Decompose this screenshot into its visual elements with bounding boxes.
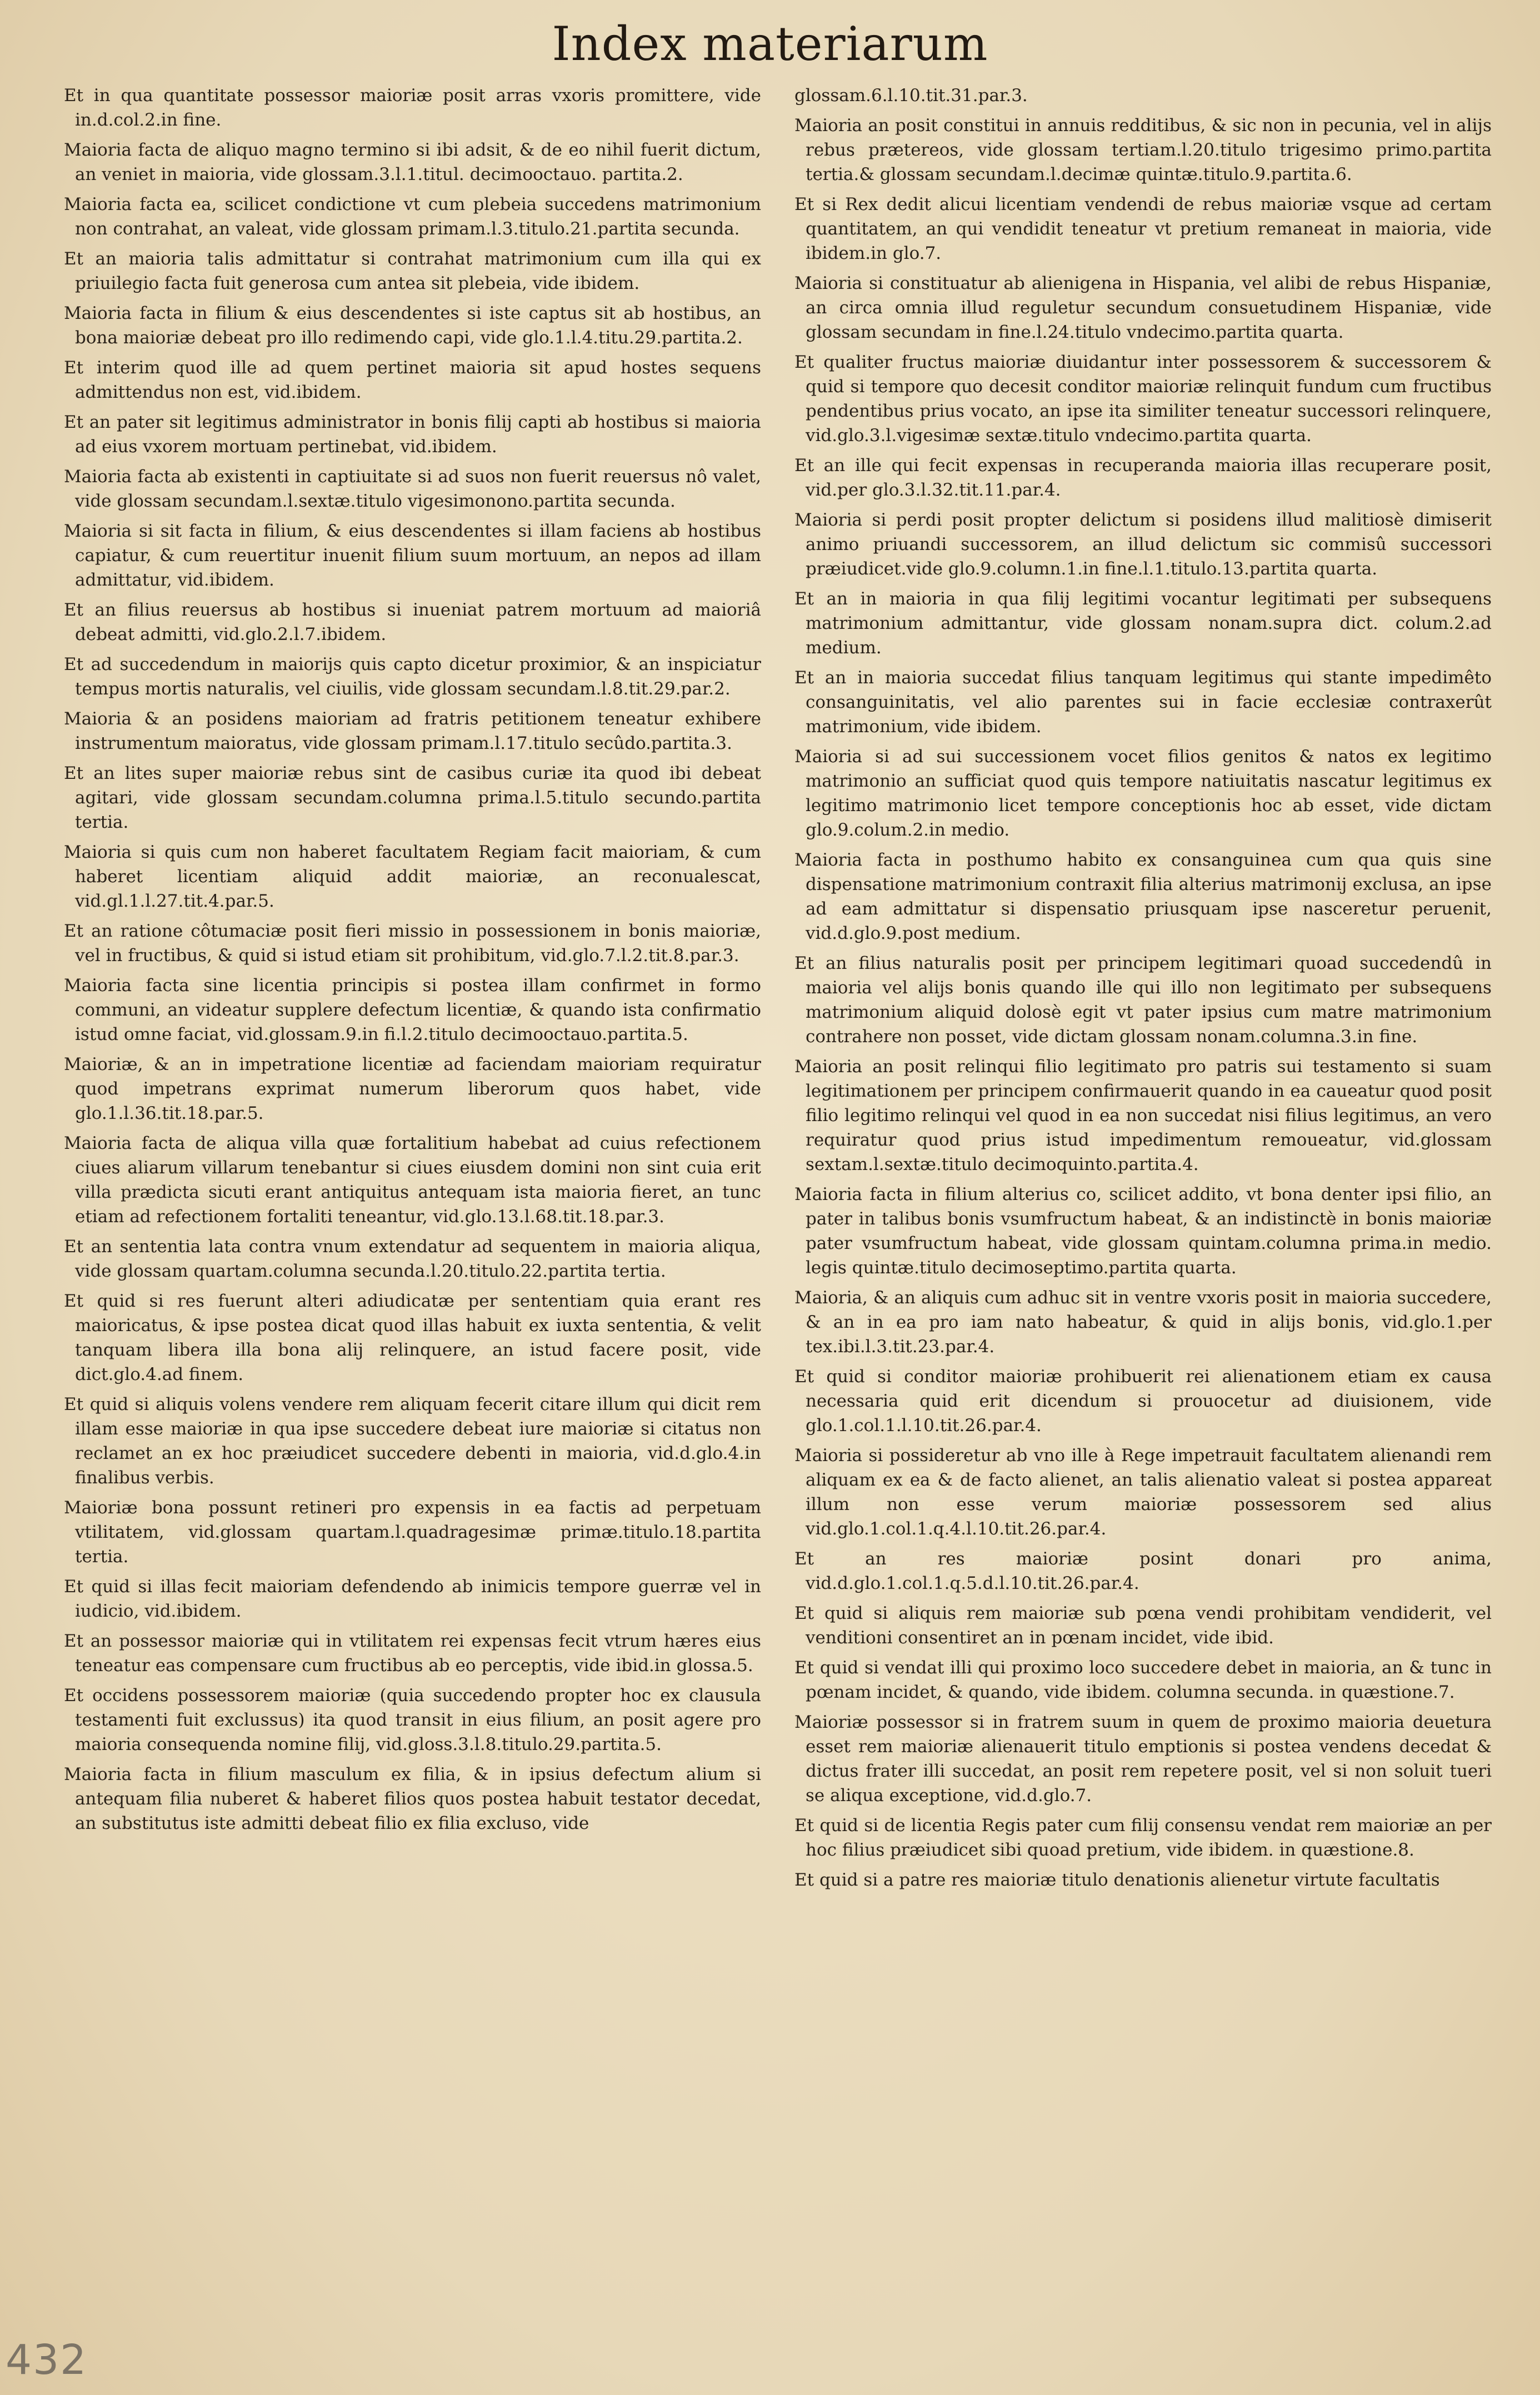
index-entry: Et qualiter fructus maioriæ diuidantur inter possessorem & successorem & quid si tempore quo decesit conditor maioriæ relinquit fundum cum fructibus pendentibus prius vocato, an ipse ita similiter teneatur successori relinquere, vid.glo.3.l.vigesimæ sextæ.titulo vndecimo.partita quarta. [794,352,1492,446]
index-entry: Maioria facta de aliquo magno termino si ibi adsit, & de eo nihil fuerit dictum, an veniet in maioria, vide glossam.3.l.1.titul. decimooctauo. partita.2. [64,140,761,184]
index-entry: Et quid si conditor maioriæ prohibuerit rei alienationem etiam ex causa necessaria quid erit dicendum si prouocetur ad diuisionem, vide glo.1.col.1.l.10.tit.26.par.4. [794,1367,1492,1436]
index-entry: Maioria an posit relinqui filio legitimato pro patris sui testamento si suam legitimationem per principem confirmauerit quando in ea caueatur quod posit filio legitimo relinqui vel quod in ea non succedat nisi filius legitimus, an vero requiratur quod prius istud impedimentum remoueatur, vid.glossam sextam.l.sextæ.titulo decimoquinto.partita.4. [794,1057,1492,1174]
index-entry: Et quid si aliquis rem maioriæ sub pœna vendi prohibitam vendiderit, vel venditioni consentiret an in pœnam incidet, vide ibid. [794,1603,1492,1648]
index-entry: Maioria facta de aliqua villa quæ fortalitium habebat ad cuius refectionem ciues aliarum villarum tenebantur si ciues eiusdem domini non sint cuia erit villa prædicta sicuti erant antiquitus antequam ista maioria fieret, an tunc etiam ad refectionem fortaliti teneantur, vid.glo.13.l.68.tit.18.par.3. [64,1133,761,1227]
index-entry: Maioria facta in posthumo habito ex consanguinea cum qua quis sine dispensatione matrimonium contraxit filia alterius matrimonij exclusa, an ipse ad eam admittatur si dispensatio priusquam ipse nasceretur peruenit, vid.d.glo.9.post medium. [794,850,1492,943]
index-entry: Et an possessor maioriæ qui in vtilitatem rei expensas fecit vtrum hæres eius teneatur eas compensare cum fructibus ab eo perceptis, vide ibid.in glossa.5. [64,1631,761,1676]
index-entry: Maioria an posit constitui in annuis redditibus, & sic non in pecunia, vel in alijs rebus prætereos, vide glossam tertiam.l.20.titulo trigesimo primo.partita tertia.& glossam secundam.l.decimæ quintæ.titulo.9.partita.6. [794,116,1492,184]
index-entry: Maioria & an posidens maioriam ad fratris petitionem teneatur exhibere instrumentum maioratus, vide glossam primam.l.17.titulo secûdo.partita.3. [64,709,761,753]
index-entry: glossam.6.l.10.tit.31.par.3. [794,86,1028,106]
index-entry: Maioria si possideretur ab vno ille à Rege impetrauit facultatem alienandi rem aliquam ex ea & de facto alienet, an talis alienatio valeat si postea appareat illum non esse verum maioriæ possessorem sed alius vid.glo.1.col.1.q.4.l.10.tit.26.par.4. [794,1446,1492,1539]
index-entry: Et quid si a patre res maioriæ titulo denationis alienetur virtute facultatis [794,1870,1440,1890]
page-title: Index materiarum [552,17,988,71]
index-entry: Maioria facta in filium alterius co, scilicet addito, vt bona denter ipsi filio, an pater in talibus bonis vsumfructum habeat, & an indistinctè in bonis maioriæ pater vsumfructum habeat, vide glossam quintam.columna prima.in medio. legis quintæ.titulo decimoseptimo.partita quarta. [794,1184,1492,1278]
index-entry: Et in qua quantitate possessor maioriæ posit arras vxoris promittere, vide in.d.col.2.in fine. [64,86,761,130]
index-entry: Et ad succedendum in maiorijs quis capto dicetur proximior, & an inspiciatur tempus mortis naturalis, vel ciuilis, vide glossam secundam.l.8.tit.29.par.2. [64,654,761,699]
index-entry: Maioriæ, & an in impetratione licentiæ ad faciendam maioriam requiratur quod impetrans exprimat numerum liberorum quos habet, vide glo.1.l.36.tit.18.par.5. [64,1054,761,1123]
index-entry: Et quid si vendat illi qui proximo loco succedere debet in maioria, an & tunc in pœnam incidet, & quando, vide ibidem. columna secunda. in quæstione.7. [794,1658,1492,1702]
index-entry: Maioriæ possessor si in fratrem suum in quem de proximo maioria deuetura esset rem maioriæ alienauerit titulo emptionis si postea vendens decedat & dictus frater illi succedat, an posit rem repetere posit, vel si non soluit tueri se aliqua exceptione, vid.d.glo.7. [794,1712,1492,1806]
index-entry: Maioria si sit facta in filium, & eius descendentes si illam faciens ab hostibus capiatur, & cum reuertitur inuenit filium suum mortuum, an nepos ad illam admittatur, vid.ibidem. [64,521,761,590]
index-entry: Maioria si constituatur ab alienigena in Hispania, vel alibi de rebus Hispaniæ, an circa omnia illud reguletur secundum consuetudinem Hispaniæ, vide glossam secundam in fine.l.24.titulo vndecimo.partita quarta. [794,273,1492,342]
index-entry: Maioria si ad sui successionem vocet filios genitos & natos ex legitimo matrimonio an sufficiat quod quis tempore natiuitatis nascatur legitimus ex legitimo matrimonio licet tempore conceptionis hoc ab esset, vide dictam glo.9.colum.2.in medio. [794,747,1492,840]
index-entry: Et an pater sit legitimus administrator in bonis filij capti ab hostibus si maioria ad eius vxorem mortuam pertinebat, vid.ibidem. [64,412,761,457]
index-entry: Et an filius reuersus ab hostibus si inueniat patrem mortuum ad maioriâ debeat admitti, vid.glo.2.l.7.ibidem. [64,600,761,644]
index-entry: Et an in maioria succedat filius tanquam legitimus qui stante impedimêto consanguinitatis, vel alio parentes sui in facie ecclesiæ contraxerût matrimonium, vide ibidem. [794,668,1492,737]
index-entry: Maioria facta in filium masculum ex filia, & in ipsius defectum alium si antequam filia nuberet & haberet filios quos postea habuit testator decedat, an substitutus iste admitti debeat filio ex filia excluso, vide [64,1764,761,1833]
index-entry: Maioria, & an aliquis cum adhuc sit in ventre vxoris posit in maioria succedere, & an in ea pro iam nato habeatur, & quid in alijs bonis, vid.glo.1.per tex.ibi.l.3.tit.23.par.4. [794,1288,1492,1357]
index-entry: Et an filius naturalis posit per principem legitimari quoad succedendû in maioria vel alijs bonis quando ille qui illo non legitimato per subsequens matrimonium aliquid dolosè egit vt pater ipsius cum matre matrimonium contrahere non posset, vide dictam glossam nonam.columna.3.in fine. [794,953,1492,1047]
index-entry: Et occidens possessorem maioriæ (quia succedendo propter hoc ex clausula testamenti fuit exclussus) ita quod transit in eius filium, an posit agere pro maioria consequenda nomine filij, vid.gloss.3.l.8.titulo.29.partita.5. [64,1686,761,1754]
index-entry: Et si Rex dedit alicui licentiam vendendi de rebus maioriæ vsque ad certam quantitatem, an qui vendidit teneatur vt pretium remaneat in maioria, vide ibidem.in glo.7. [794,194,1492,263]
index-entry: Maioria si perdi posit propter delictum si posidens illud malitiosè dimiserit animo priuandi successorem, an illud delictum sic commisû successori præiudicet.vide glo.9.column.1.in fine.l.1.titulo.13.partita quarta. [794,510,1492,579]
index-entry: Maioria facta sine licentia principis si postea illam confirmet in formo communi, an videatur supplere defectum licentiæ, & quando ista confirmatio istud omne faciat, vid.glossam.9.in fi.l.2.titulo decimooctauo.partita.5. [64,976,761,1044]
index-entry: Et interim quod ille ad quem pertinet maioria sit apud hostes sequens admittendus non est, vid.ibidem. [64,358,761,402]
index-entry: Maioria facta ab existenti in captiuitate si ad suos non fuerit reuersus nô valet, vide glossam secundam.l.sextæ.titulo vigesimonono.partita secunda. [64,467,761,511]
index-entry: Et quid si res fuerunt alteri adiudicatæ per sententiam quia erant res maioricatus, & ipse postea dicat quod illas habuit ex iuxta sententia, & velit tanquam libera illa bona alij relinquere, an istud facere posit, vide dict.glo.4.ad finem. [64,1291,761,1384]
index-entry: Et quid si illas fecit maioriam defendendo ab inimicis tempore guerræ vel in iudicio, vid.ibidem. [64,1577,761,1621]
index-entry: Et an maioria talis admittatur si contrahat matrimonium cum illa qui ex priuilegio facta fuit generosa cum antea sit plebeia, vide ibidem. [64,249,761,293]
index-entry: Et an in maioria in qua filij legitimi vocantur legitimati per subsequens matrimonium admittantur, vide glossam nonam.supra dict. colum.2.ad medium. [794,589,1492,658]
left-column [64,83,761,2306]
index-entry: Et an lites super maioriæ rebus sint de casibus curiæ ita quod ibi debeat agitari, vide glossam secundam.columna prima.l.5.titulo secundo.partita tertia. [64,763,761,832]
index-entry: Maioria facta ea, scilicet condictione vt cum plebeia succedens matrimonium non contrahat, an valeat, vide glossam primam.l.3.titulo.21.partita secunda. [64,194,761,239]
index-entry: Et an ratione côtumaciæ posit fieri missio in possessionem in bonis maioriæ, vel in fructibus, & quid si istud etiam sit prohibitum, vid.glo.7.l.2.tit.8.par.3. [64,921,761,966]
folio-number: 432 [6,2336,88,2384]
index-entry: Et quid si aliquis volens vendere rem aliquam fecerit citare illum qui dicit rem illam esse maioriæ in qua ipse succedere debeat iure maioriæ si citatus non reclamet an ex hoc præiudicet succedere debenti in maioria, vid.d.glo.4.in finalibus verbis. [64,1394,761,1488]
index-entry: Et quid si de licentia Regis pater cum filij consensu vendat rem maioriæ an per hoc filius præiudicet sibi quoad pretium, vide ibidem. in quæstione.8. [794,1816,1492,1860]
index-entry: Maioria facta in filium & eius descendentes si iste captus sit ab hostibus, an bona maioriæ debeat pro illo redimendo capi, vide glo.1.l.4.titu.29.partita.2. [64,303,761,348]
index-entry: Et an res maioriæ posint donari pro anima, vid.d.glo.1.col.1.q.5.d.l.10.tit.26.par.4. [794,1549,1492,1593]
index-entry: Et an sententia lata contra vnum extendatur ad sequentem in maioria aliqua, vide glossam quartam.columna secunda.l.20.titulo.22.partita tertia. [64,1237,761,1281]
index-entry: Maioriæ bona possunt retineri pro expensis in ea factis ad perpetuam vtilitatem, vid.glossam quartam.l.quadragesimæ primæ.titulo.18.partita tertia. [64,1498,761,1567]
index-entry: Maioria si quis cum non haberet facultatem Regiam facit maioriam, & cum haberet licentiam aliquid addit maioriæ, an reconualescat, vid.gl.1.l.27.tit.4.par.5. [64,842,761,911]
right-column [794,83,1492,2306]
index-entry: Et an ille qui fecit expensas in recuperanda maioria illas recuperare posit, vid.per glo.3.l.32.tit.11.par.4. [794,456,1492,500]
